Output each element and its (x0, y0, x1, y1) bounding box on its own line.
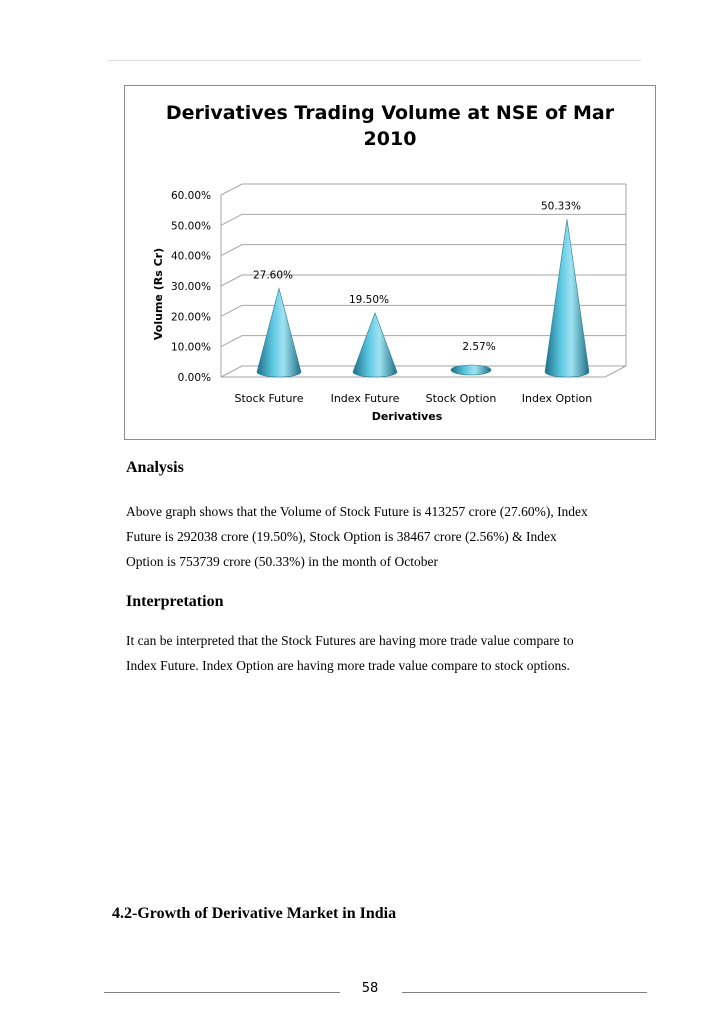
chart-frame (124, 85, 656, 440)
cone-bar (451, 365, 491, 375)
interpretation-heading: Interpretation (126, 593, 224, 610)
footer-rule-right (402, 992, 647, 993)
x-category-label: Stock Future (234, 392, 304, 405)
x-category-label: Stock Option (425, 392, 497, 405)
section-heading: 4.2-Growth of Derivative Market in India (112, 905, 397, 922)
chart-title-line-1: Derivatives Trading Volume at NSE of Mar (165, 102, 615, 124)
gridline (221, 184, 626, 195)
cone-bar (257, 288, 301, 377)
derivatives-chart (125, 86, 655, 439)
y-tick-label: 30.00% (170, 281, 211, 293)
x-category-label: Index Option (521, 392, 593, 405)
x-category-label: Index Future (330, 392, 400, 405)
gridline (221, 214, 626, 225)
y-tick-label: 40.00% (170, 250, 211, 263)
cone-bar (545, 219, 589, 377)
analysis-heading: Analysis (126, 459, 184, 476)
data-label: 2.57% (462, 341, 496, 353)
analysis-line: Option is 753739 crore (50.33%) in the month of October (126, 554, 438, 569)
x-axis-title: Derivatives (371, 410, 443, 423)
interpretation-line: It can be interpreted that the Stock Futures are having more trade value compare to (126, 633, 574, 648)
header-rule (108, 60, 641, 61)
chart-title-line-2: 2010 (363, 128, 417, 150)
footer-rule-left (104, 992, 340, 993)
data-label: 27.60% (252, 269, 294, 282)
analysis-line: Above graph shows that the Volume of Stock Future is 413257 crore (27.60%), Index (126, 504, 588, 519)
y-tick-label: 60.00% (170, 190, 211, 202)
analysis-line: Future is 292038 crore (19.50%), Stock Option is 38467 crore (2.56%) & Index (126, 529, 557, 544)
y-tick-label: 10.00% (170, 341, 211, 354)
y-tick-label: 0.00% (177, 372, 211, 384)
interpretation-paragraph (126, 628, 632, 678)
cone-bar (353, 313, 397, 377)
page-number: 58 (361, 981, 379, 996)
interpretation-line: Index Future. Index Option are having more trade value compare to stock options. (126, 658, 570, 673)
y-tick-label: 50.00% (170, 220, 211, 233)
analysis-paragraph (126, 499, 632, 574)
data-label: 50.33% (540, 200, 582, 213)
y-tick-label: 20.00% (170, 311, 211, 324)
data-label: 19.50% (348, 293, 390, 306)
y-axis-title: Volume (Rs Cr) (152, 247, 165, 341)
